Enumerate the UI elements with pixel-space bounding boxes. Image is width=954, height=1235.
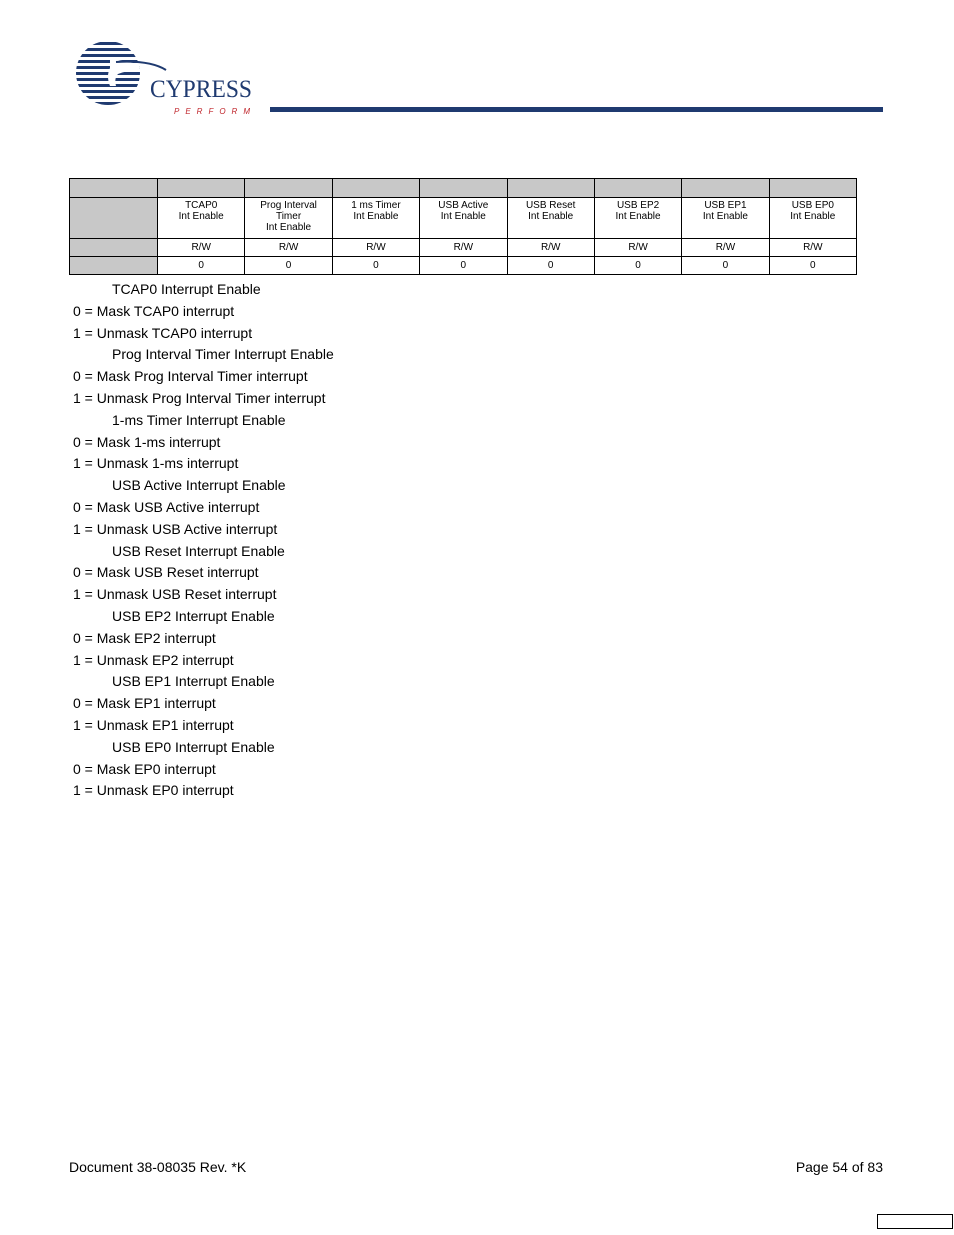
bit-header-cell [594,179,681,198]
bit-name-cell [420,198,507,239]
bit-name-line: Int Enable [615,211,661,222]
bit-name-cell [158,198,245,239]
header-rule [270,107,883,112]
bit-unmask-text: 1 = Unmask EP1 interrupt [73,716,234,733]
corner-box [877,1214,953,1229]
globe-icon [70,40,150,110]
access-row [70,239,857,257]
reset-value-cell: 0 [332,257,419,275]
access-cell: R/W [769,239,856,257]
access-cell: R/W [682,239,769,257]
bit-unmask-text: 1 = Unmask Prog Interval Timer interrupt [73,389,326,406]
bit-mask-text: 0 = Mask EP0 interrupt [73,760,216,777]
bit-name-line: Int Enable [353,211,399,222]
reset-value-cell: 0 [769,257,856,275]
bit-mask-text: 0 = Mask EP1 interrupt [73,695,216,712]
cypress-logo [70,40,260,120]
bit-description-title: USB Reset Interrupt Enable [112,542,285,559]
bit-name-line: Int Enable [266,222,312,233]
access-row-label-cell [70,239,158,257]
bit-description-title: 1-ms Timer Interrupt Enable [112,411,286,428]
bit-name-line: 1 ms Timer [351,200,401,211]
reset-value-cell: 0 [594,257,681,275]
bit-name-line: Int Enable [790,211,836,222]
bit-unmask-text: 1 = Unmask EP0 interrupt [73,782,234,799]
bit-name-cell [332,198,419,239]
bit-description-title: USB EP0 Interrupt Enable [112,738,275,755]
bit-name-line: Int Enable [440,211,486,222]
bit-name-row-label-cell [70,198,158,239]
bit-unmask-text: 1 = Unmask TCAP0 interrupt [73,324,253,341]
bit-name-line: USB EP0 [791,200,834,211]
bit-name-line: USB EP2 [616,200,660,211]
bit-name-line: USB Active [438,200,489,211]
access-cell: R/W [245,239,332,257]
access-cell: R/W [594,239,681,257]
access-cell: R/W [332,239,419,257]
bit-mask-text: 0 = Mask 1-ms interrupt [73,433,221,450]
reset-value-cell: 0 [507,257,594,275]
bit-mask-text: 0 = Mask Prog Interval Timer interrupt [73,368,308,385]
bit-header-cell [332,179,419,198]
bit-description-title: TCAP0 Interrupt Enable [112,281,261,297]
bit-header-cell [682,179,769,198]
register-table [69,178,857,275]
reset-value-cell: 0 [158,257,245,275]
reset-value-cell: 0 [420,257,507,275]
bit-name-cell [594,198,681,239]
bit-header-cell [769,179,856,198]
bit-name-cell [245,198,332,239]
bit-name-cell [507,198,594,239]
bit-unmask-text: 1 = Unmask USB Reset interrupt [73,586,277,603]
bit-unmask-text: 1 = Unmask 1-ms interrupt [73,455,239,472]
bit-name-line: Int Enable [528,211,574,222]
reset-value-cell: 0 [245,257,332,275]
bit-name-cell [682,198,769,239]
bit-description-title: Prog Interval Timer Interrupt Enable [112,346,334,363]
bit-header-cell [420,179,507,198]
access-cell: R/W [420,239,507,257]
bit-header-row [70,179,857,198]
bit-description-title: USB EP1 Interrupt Enable [112,673,275,690]
bit-mask-text: 0 = Mask EP2 interrupt [73,629,216,646]
bit-name-cell [769,198,856,239]
bit-descriptions [73,279,334,802]
bit-unmask-text: 1 = Unmask EP2 interrupt [73,651,234,668]
bit-mask-text: 0 = Mask USB Active interrupt [73,498,260,515]
bit-mask-text: 0 = Mask TCAP0 interrupt [73,302,235,319]
logo-tagline: PERFORM [174,107,256,116]
bit-unmask-text: 1 = Unmask USB Active interrupt [73,520,278,537]
bit-name-line: USB EP1 [704,200,747,211]
logo-wordmark: CYPRESS [150,76,252,103]
bit-name-line: USB Reset [525,200,576,211]
reset-value-cell: 0 [682,257,769,275]
bit-header-cell [507,179,594,198]
document-number: Document 38-08035 Rev. *K [69,1159,247,1175]
bit-header-cell [158,179,245,198]
bit-name-line: Int Enable [702,211,748,222]
bit-header-row-label-cell [70,179,158,198]
access-cell: R/W [507,239,594,257]
access-cell: R/W [158,239,245,257]
bit-description-title: USB EP2 Interrupt Enable [112,607,275,624]
bit-name-line: Int Enable [178,211,224,222]
page-number: Page 54 of 83 [795,1159,883,1175]
bit-mask-text: 0 = Mask USB Reset interrupt [73,564,259,581]
reset-row-label-cell [70,257,158,275]
bit-name-row [70,198,857,239]
reset-row [70,257,857,275]
bit-name-line: Timer [275,211,302,222]
bit-description-title: USB Active Interrupt Enable [112,477,286,494]
bit-name-line: TCAP0 [185,200,218,211]
bit-header-cell [245,179,332,198]
bit-name-line: Prog Interval [260,200,317,211]
